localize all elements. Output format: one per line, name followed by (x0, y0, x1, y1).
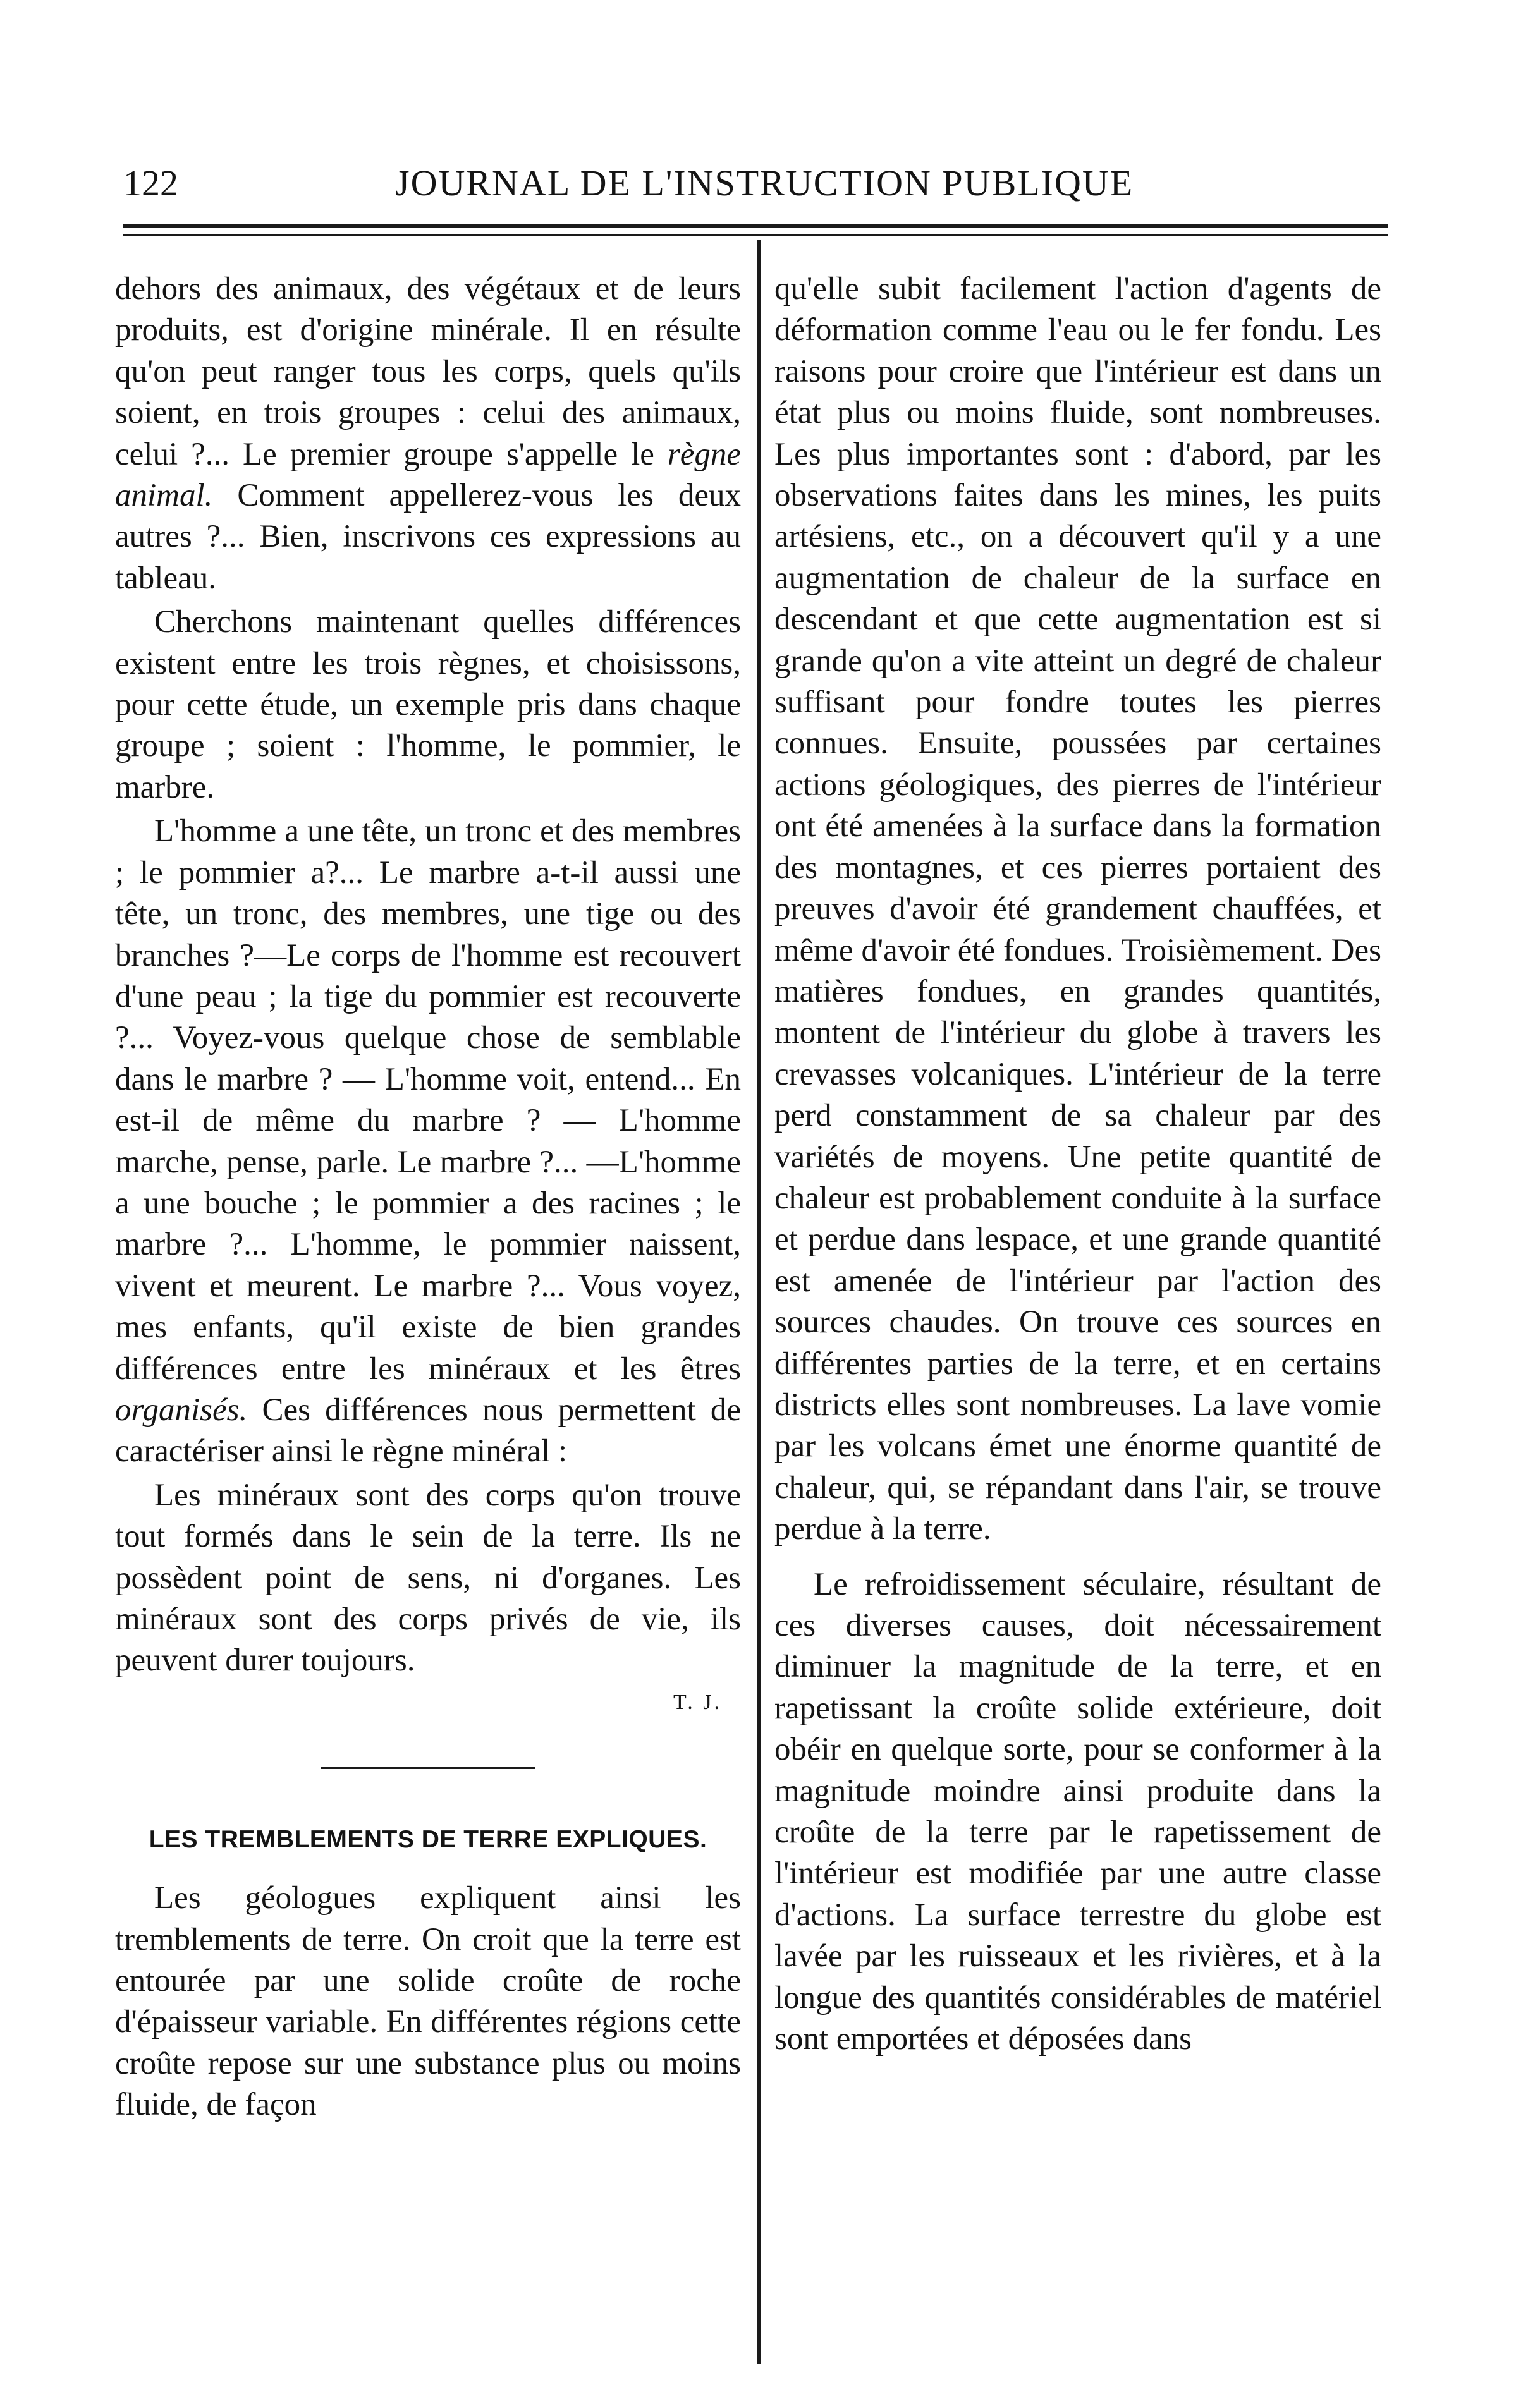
running-title: JOURNAL DE L'INSTRUCTION PUBLIQUE (395, 162, 1134, 204)
column-divider (757, 240, 761, 2364)
left-column (115, 269, 741, 2126)
paragraph: Les minéraux sont des corps qu'on trouve tout formés dans le sein de la terre. Ils ne possèdent point de sens, ni d'organes. Les minéraux sont des corps privés de vie, ils peuvent durer toujours. (115, 1477, 741, 1679)
signature-line (115, 1682, 741, 1723)
header-rule-thin (123, 234, 1388, 236)
paragraph: Le refroidissement séculaire, résultant de ces diverses causes, doit nécessairement diminuer la magnitude de la terre, et en rapetissant la croûte solide extérieure, doit obéir en quelque sorte, pour se conformer à la magnitude moindre ainsi produite dans la croûte de la terre par le rapetissement de l'intérieur est modifiée par une autre classe d'actions. La surface terrestre du globe est lavée par les ruisseaux et les rivières, et à la longue des quantités considérables de matériel sont emportées et déposées dans (774, 1566, 1381, 2057)
paragraph: Cherchons maintenant quelles différences existent entre les trois règnes, et choisissons, pour cette étude, un exemple pris dans chaque groupe ; soient : l'homme, le pommier, le marbre. (115, 604, 741, 805)
section-divider (321, 1767, 535, 1769)
page-header (123, 158, 1381, 209)
emphasis: organisés. (115, 1392, 248, 1428)
paragraph: Les géologues expliquent ainsi les tremblements de terre. On croit que la terre est entourée par une solide croûte de roche d'épaisseur variable. En différentes régions cette croûte repose sur une substance plus ou moins fluide, de façon (115, 1880, 741, 2123)
paragraph: qu'elle subit facilement l'action d'agents de déformation comme l'eau ou le fer fondu. Les raisons pour croire que l'intérieur est dans un état plus ou moins fluide, sont nombreuses. Les plus importantes sont : d'abord, par les observations faites dans les mines, les puits artésiens, etc., on a découvert qu'il y a une augmentation de chaleur de la surface en descendant et que cette augmentation est si grande qu'on a vite atteint un degré de chaleur suffisant pour fondre toutes les pierres connues. Ensuite, poussées par certaines actions géologiques, des pierres de l'intérieur ont été amenées à la surface dans la formation des montagnes, et ces pierres portaient des preuves d'avoir été grandement chauffées, et même d'avoir été fondues. Troisièmement. Des matières fondues, en grandes quantités, montent de l'intérieur du globe à travers les crevasses volcaniques. L'intérieur de la terre perd constamment de sa chaleur par des variétés de moyens. Une petite quantité de chaleur est probablement conduite à la surface et perdue dans lespace, et une grande quantité est amenée de l'intérieur par l'action des sources chaudes. On trouve ces sources en différentes parties de la terre, et en certains districts elles sont nombreuses. La lave vomie par les volcans émet une énorme quantité de chaleur, qui, se répandant dans l'air, se trouve perdue à la terre. (774, 271, 1381, 1547)
paragraph: L'homme a une tête, un tronc et des membres ; le pommier a?... Le marbre a-t-il aussi une tête, un tronc, des membres, une tige ou des branches ?—Le corps de l'homme est recouvert d'une peau ; la tige du pommier est recouverte ?... Voyez-vous quelque chose de semblable dans le marbre ? — L'homme voit, entend... En est-il de même du marbre ? — L'homme marche, pense, parle. Le marbre ?... —L'homme a une bouche ; le pommier a des racines ; le marbre ?... L'homme, le pommier naissent, vivent et meurent. Le marbre ?... Vous voyez, mes enfants, qu'il existe de bien grandes différences entre les minéraux et les êtres organisés. Ces différences nous permettent de caractériser ainsi le règne minéral : (115, 813, 741, 1469)
page-number: 122 (123, 162, 178, 204)
author-signature: T. J. (673, 1690, 722, 1714)
header-rule-thick (123, 224, 1388, 228)
right-column (774, 269, 1381, 2060)
paragraph: dehors des animaux, des végétaux et de leurs produits, est d'origine minérale. Il en résulte qu'on peut ranger tous les corps, quels qu'ils soient, en trois groupes : celui des animaux, celui ?... Le premier groupe s'appelle le règne animal. Comment appellerez-vous les deux autres ?... Bien, inscrivons ces expressions au tableau. (115, 271, 742, 596)
section-heading: LES TREMBLEMENTS DE TERRE EXPLIQUES. (149, 1826, 707, 1854)
emphasis: règne animal. (115, 436, 742, 514)
